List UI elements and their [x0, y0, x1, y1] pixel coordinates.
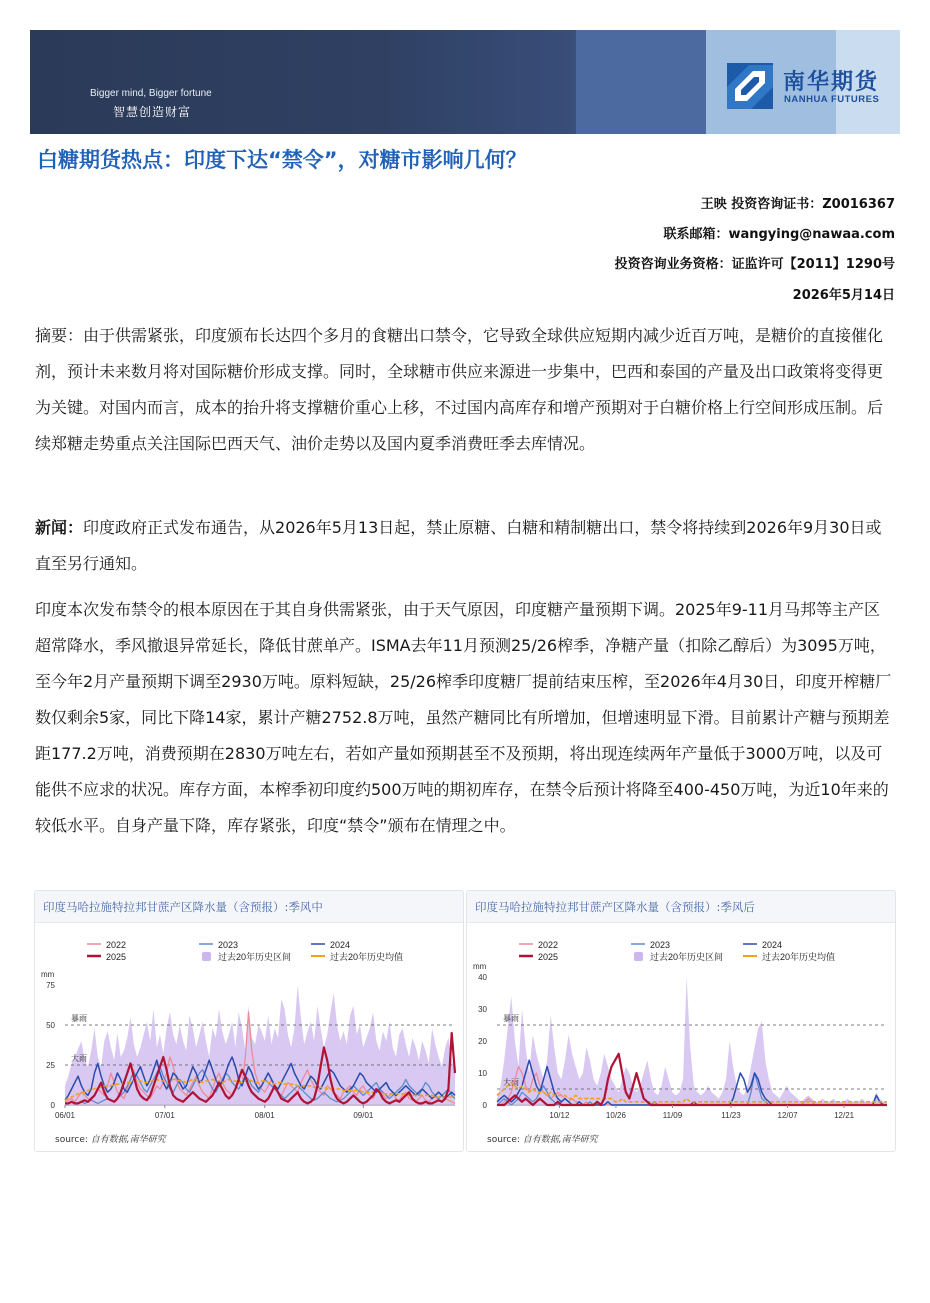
source-label: source:	[487, 1135, 520, 1145]
logo-chinese-name: 南华期货	[783, 70, 880, 95]
source-label: source:	[55, 1135, 88, 1145]
x-tick-label: 10/12	[549, 1111, 570, 1120]
x-tick-label: 12/21	[834, 1111, 855, 1120]
summary-paragraph: 摘要：由于供需紧张，印度颁布长达四个多月的食糖出口禁令，它导致全球供应短期内减少近百万吨，是糖价的直接催化剂，预计未来数月将对国际糖价形成支撑。同时，全球糖市供应来源进一步集中，巴西和泰国的产量及出口政策将变得更为关键。对国内而言，成本的抬升将支撑糖价重心上移，不过国内高库存和增产预期对于白糖价格上行空间形成压制。后续郑糖走势重点关注国际巴西天气、油价走势以及国内夏季消费旺季去库情况。	[35, 326, 884, 453]
chart-panel-monsoon	[34, 890, 464, 1152]
reference-line-label: 暴雨	[71, 1014, 87, 1023]
x-tick-label: 09/01	[353, 1111, 374, 1120]
source-text: 自有数据,南华研究	[90, 1135, 166, 1145]
author-line: 王映 投资咨询证书：Z0016367	[700, 197, 895, 212]
y-tick-label: 50	[46, 1021, 55, 1030]
legend-label: 过去20年历史均值	[762, 952, 836, 962]
chart-monsoon-svg	[35, 923, 464, 1123]
reference-line-label: 大雨	[71, 1054, 87, 1063]
y-axis-unit: mm	[41, 970, 55, 979]
y-tick-label: 40	[478, 973, 487, 982]
series-range-area	[497, 977, 887, 1105]
x-tick-label: 11/09	[662, 1111, 683, 1120]
legend-label: 2023	[650, 940, 671, 950]
page-title: 白糖期货热点：印度下达“禁令”，对糖市影响几何？	[37, 148, 527, 172]
legend-label: 2022	[538, 940, 559, 950]
legend-label: 2024	[762, 940, 783, 950]
chart-post-monsoon-svg	[467, 923, 896, 1123]
nanhua-logo	[727, 61, 897, 111]
banner-band	[576, 30, 706, 134]
legend-label: 2025	[538, 952, 559, 962]
legend-label: 2022	[106, 940, 127, 950]
legend-swatch-range	[634, 952, 643, 961]
news-text: 印度政府正式发布通告，从2026年5月13日起，禁止原糖、白糖和精制糖出口，禁令将持续到2026年9月30日或直至另行通知。	[35, 518, 882, 573]
y-tick-label: 10	[478, 1069, 487, 1078]
slogan-chinese: 智慧创造财富	[113, 105, 192, 119]
x-tick-label: 10/26	[605, 1111, 626, 1120]
email-line: 联系邮箱：wangying@nawaa.com	[663, 227, 895, 242]
chart-source	[55, 1132, 166, 1145]
y-tick-label: 30	[478, 1005, 487, 1014]
x-tick-label: 08/01	[254, 1111, 275, 1120]
legend-label: 2023	[218, 940, 239, 950]
x-tick-label: 12/07	[777, 1111, 798, 1120]
chart-title: 印度马哈拉施特拉邦甘蔗产区降水量（含预报）:季风中	[35, 891, 463, 923]
legend-label: 过去20年历史均值	[330, 952, 404, 962]
y-tick-label: 75	[46, 981, 55, 990]
source-text: 自有数据,南华研究	[522, 1135, 598, 1145]
chart-panel-post-monsoon	[466, 890, 896, 1152]
y-tick-label: 20	[478, 1037, 487, 1046]
x-tick-label: 11/23	[721, 1111, 741, 1120]
analysis-paragraph: 印度本次发布禁令的根本原因在于其自身供需紧张，由于天气原因，印度糖产量预期下调。2025年9-11月马邦等主产区超常降水，季风撤退异常延长，降低甘蔗单产。ISMA去年11月预测25/26榨季，净糖产量（扣除乙醇后）为3095万吨，至今年2月产量预期下调至2930万吨。原料短缺，25/26榨季印度糖厂提前结束压榨，至2026年4月30日，印度开榨糖厂数仅剩余5家，同比下降14家，累计产糖2752.8万吨，虽然产糖同比有所增加，但增速明显下滑。目前累计产糖与预期差距177.2万吨，消费预期在2830万吨左右，若如产量如预期甚至不及预期，将出现连续两年产量低于3000万吨，以及可能供不应求的状况。库存方面，本榨季初印度约500万吨的期初库存，在禁令后预计将降至400-450万吨，为近10年来的较低水平。自身产量下降，库存紧张，印度“禁令”颁布在情理之中。	[35, 600, 892, 835]
legend-label: 过去20年历史区间	[218, 952, 292, 962]
y-tick-label: 0	[50, 1101, 55, 1110]
logo-english-name: NANHUA FUTURES	[784, 94, 880, 105]
y-tick-label: 25	[46, 1061, 55, 1070]
chart-title: 印度马哈拉施特拉邦甘蔗产区降水量（含预报）:季风后	[467, 891, 895, 923]
x-tick-label: 07/01	[154, 1111, 175, 1120]
y-tick-label: 0	[482, 1101, 487, 1110]
report-date: 2026年5月14日	[792, 288, 895, 303]
license-line: 投资咨询业务资格：证监许可【2011】1290号	[614, 257, 895, 272]
slogan-english: Bigger mind, Bigger fortune	[90, 88, 212, 99]
chart-source	[487, 1132, 598, 1145]
news-paragraph	[35, 510, 895, 582]
reference-line-label: 暴雨	[503, 1014, 519, 1023]
y-axis-unit: mm	[473, 962, 487, 971]
x-tick-label: 06/01	[54, 1111, 76, 1120]
legend-swatch-range	[202, 952, 211, 961]
news-label: 新闻：	[35, 518, 84, 537]
reference-line-label: 大雨	[503, 1078, 519, 1087]
header-banner	[30, 30, 900, 134]
nanhua-logo-mark-icon	[727, 63, 773, 109]
legend-label: 过去20年历史区间	[650, 952, 724, 962]
legend-label: 2025	[106, 952, 127, 962]
legend-label: 2024	[330, 940, 351, 950]
